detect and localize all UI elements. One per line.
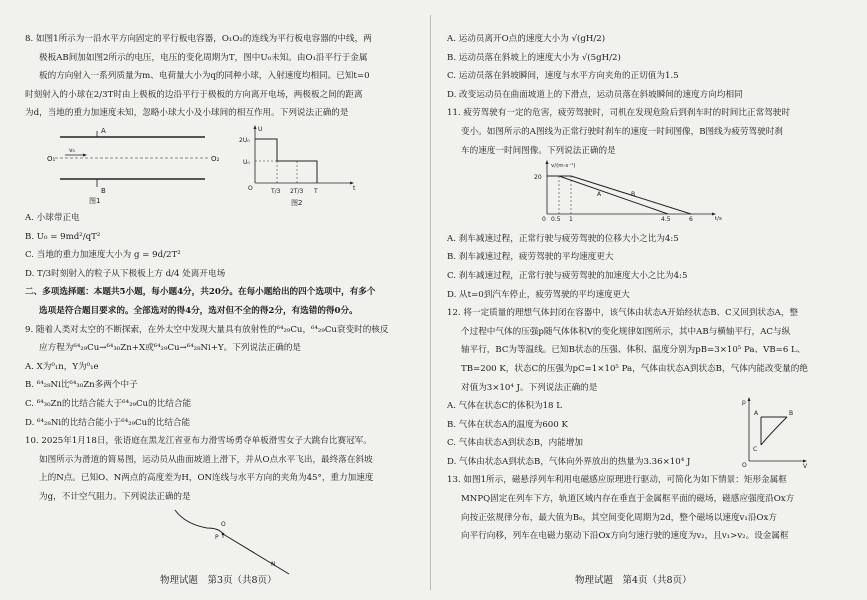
q10-option: D. 改变运动员在曲面坡道上的下滑点，运动员落在斜坡瞬间的速度方向均相同 xyxy=(447,89,743,100)
figure-2-voltage-graph xyxy=(239,125,356,207)
q12-option: B. 气体在状态A的温度为600 K xyxy=(447,419,568,430)
fig5-label-p: p xyxy=(742,399,746,407)
velocity-time-graph xyxy=(447,160,849,222)
q13-line: 13. 如图1所示，磁悬浮列车利用电磁感应原理进行驱动，可简化为如下情景：矩形金属框 xyxy=(447,475,787,486)
pv-diagram xyxy=(739,395,809,469)
q10-option: B. 运动员落在斜坡上的速度大小为 √(5gH/2) xyxy=(447,52,621,63)
q10-option: C. 运动员落在斜坡瞬间，速度与水平方向夹角的正切值为1.5 xyxy=(447,71,679,82)
fig2-label-2u0: 2U₀ xyxy=(239,136,250,144)
fig3-label-p: P xyxy=(215,534,219,542)
q10-option: A. 运动员离开O点的速度大小为 √(gH/2) xyxy=(447,34,606,44)
fig3-label-o: O xyxy=(221,521,226,529)
q11-line: 11. 疲劳驾驶有一定的危害，疲劳驾驶时，司机在发现危险后到刹车时的时间比正常驾驶时 xyxy=(447,108,790,119)
q13-line: 向平行向移，列车在电磁力驱动下沿Ox方向匀速行驶的速度为v₂，且v₁>v₂。设金属框 xyxy=(461,531,789,542)
fig4-label-v: v/(m·s⁻¹) xyxy=(551,163,576,170)
q11-figure xyxy=(447,160,849,230)
q11-option: A. 刹车减速过程，正常行驶与疲劳驾驶的位移大小之比为4:5 xyxy=(447,233,679,244)
q8-option: D. T/3时刻射入的粒子从下极板上方 d/4 处离开电场 xyxy=(25,268,226,279)
q12-option: D. 气体由状态A到状态B，气体向外界放出的热量为3.36×10⁴ J xyxy=(447,456,691,467)
q9-option: C. ⁶⁴₃₀Zn的比结合能大于⁶⁴₂₉Cu的比结合能 xyxy=(25,398,192,409)
fig4-xtick: 6 xyxy=(689,216,693,223)
fig5-label-o: O xyxy=(742,462,747,470)
q11-option: B. 刹车减速过程，疲劳驾驶的平均速度更大 xyxy=(447,252,614,263)
right-footer: 物理试题 第4页（共8页） xyxy=(575,575,692,586)
fig1-label-o2: O₂ xyxy=(211,154,220,163)
q11-option: C. 刹车减速过程，正常行驶与疲劳驾驶的加速度大小之比为4:5 xyxy=(447,270,688,281)
q8-figures-svg xyxy=(25,123,420,209)
fig2-label-o: O xyxy=(248,184,253,192)
fig2-tick: T xyxy=(314,187,318,195)
fig1-caption: 图1 xyxy=(89,196,101,205)
fig1-label-b: B xyxy=(101,186,106,195)
left-footer: 物理试题 第3页（共8页） xyxy=(160,575,277,586)
fig1-label-v0: v₀ xyxy=(69,146,75,154)
q8-figures xyxy=(25,123,420,209)
q12-line: 轴平行，BC为等温线。已知B状态的压强、体积、温度分别为pB=3×10⁵ Pa、VB=6 L、 xyxy=(461,345,806,356)
figure-1-capacitor xyxy=(47,127,220,205)
fig4-xtick: 4.5 xyxy=(661,216,671,223)
q9-option: D. ⁶⁴₂₈Ni的比结合能小于⁶⁴₂₉Cu的比结合能 xyxy=(25,417,191,428)
q9-line: 9. 随着人类对太空的不断探索，在外太空中发现大量具有放射性的⁶⁴₂₉Cu，⁶⁴₂₉Cu衰变时的核反 xyxy=(25,324,389,335)
fig2-tick: T/3 xyxy=(271,187,281,195)
q13-line: 向按正弦规律分布，最大值为B₀，其空间变化周期为2d，整个磁场以速度v₁沿Ox方 xyxy=(461,512,777,523)
q12-options-block xyxy=(447,397,849,471)
fig4-xtick: 0.5 xyxy=(551,216,561,223)
q12-line: TB=200 K，状态C的压强为pC=1×10⁵ Pa，气体由状态A到状态B，气体内能改变量的绝 xyxy=(461,363,808,374)
q10-line: 10. 2025年1月18日，张语庭在黑龙江省亚布力滑雪场勇夺单板滑雪女子大跳台比赛冠军。 xyxy=(25,436,372,447)
fig5-label-b: B xyxy=(789,410,794,418)
fig2-label-u: U xyxy=(258,125,263,133)
fig4-xtick: 0 xyxy=(542,216,546,223)
q8-line: 板的方向射入一系列质量为m、电荷量大小为q的同种小球，入射速度均相同。已知t=0 xyxy=(39,71,370,82)
fig3-label-n: N xyxy=(271,561,276,569)
q8-line: 极板AB间加如图2所示的电压，电压的变化周期为T，图中U₀未知。由O₁沿平行于金属 xyxy=(39,52,368,63)
section-2-heading: 选项是符合题目要求的。全部选对的得4分，选对但不全的得2分，有选错的得0分。 xyxy=(39,305,358,316)
q12-option: C. 气体由状态A到状态B，内能增加 xyxy=(447,438,583,449)
q13-line: MNPQ固定在列车下方，轨道区域内存在垂直于金属框平面的磁场，磁感应强度沿Ox方 xyxy=(461,494,795,505)
fig1-label-o1: O₁ xyxy=(47,154,56,163)
q8-option: C. 当地的重力加速度大小为 g = 9d/2T² xyxy=(25,250,181,261)
fig4-label-t: t/s xyxy=(715,216,722,223)
q10-line: 上的N点。已知O、N两点的高度差为H，ON连线与水平方向的夹角为45°，重力加速度 xyxy=(39,473,374,484)
fig5-label-v: V xyxy=(803,463,808,470)
q8-line: 时刻射入的小球在2/3T时由上极板的边沿平行于极板的方向离开电场，两极板之间的距离 xyxy=(25,89,363,100)
q8-option: A. 小球带正电 xyxy=(25,212,80,223)
fig2-caption: 图2 xyxy=(291,198,303,207)
fig4-ytick: 20 xyxy=(534,174,542,182)
q8-option: B. U₀ = 9md²/qT² xyxy=(25,231,101,242)
q9-line: 应方程为⁶⁴₂₉Cu→⁶⁴₃₀Zn+X或⁶⁴₂₉Cu→⁶⁴₂₈Ni+Y。下列说法正确的是 xyxy=(39,343,302,354)
q10-line: 为g，不计空气阻力。下列说法正确的是 xyxy=(39,491,191,502)
fig5-label-a: A xyxy=(754,410,759,418)
fig4-xtick: 1 xyxy=(569,216,573,223)
q12-line: 对值为3×10⁴ J。下列说法正确的是 xyxy=(461,382,598,393)
q11-line: 车的速度一时间图像。下列说法正确的是 xyxy=(461,145,616,156)
q8-line: 8. 如图1所示为一沿水平方向固定的平行板电容器，O₁O₂的连线为平行板电容器的中线，两 xyxy=(25,34,372,44)
fig1-label-a: A xyxy=(101,126,106,135)
fig2-tick: 2T/3 xyxy=(290,187,304,195)
fig2-label-t: t xyxy=(353,184,356,192)
left-page xyxy=(25,30,420,594)
right-page xyxy=(447,30,849,546)
q12-option: A. 气体在状态C的体积为18 L xyxy=(447,401,562,412)
fig5-label-c: C xyxy=(753,446,758,454)
q8-line: 为d，当地的重力加速度未知，忽略小球大小及小球间的相互作用。下列说法正确的是 xyxy=(25,108,349,119)
q10-line: 如图所示为滑道的简易图，运动员从曲面坡道上滑下，并从O点水平飞出，最终落在斜坡 xyxy=(39,454,373,465)
fig4-label-a: A xyxy=(597,191,602,199)
section-2-heading: 二、多项选择题：本题共5小题，每小题4分，共20分。在每小题给出的四个选项中，有多个 xyxy=(25,287,376,298)
q11-option: D. 从t=0到汽车停止，疲劳驾驶的平均速度更大 xyxy=(447,289,630,300)
page-divider xyxy=(430,15,431,590)
q12-line: 个过程中气体的压强p随气体体积V的变化规律如图所示，其中AB与横轴平行，AC与纵 xyxy=(461,326,791,337)
fig2-label-u0: U₀ xyxy=(243,158,250,166)
q12-line: 12. 将一定质量的理想气体封闭在容器中，该气体由状态A开始经状态B、C又回到状态A，整 xyxy=(447,308,799,319)
q9-option: A. X为⁰₁n，Y为⁰₁e xyxy=(25,361,99,372)
fig4-label-b: B xyxy=(631,191,636,199)
q9-option: B. ⁶⁴₂₈Ni比⁶⁴₃₀Zn多两个中子 xyxy=(25,380,138,391)
q11-line: 变小。如图所示的A图线为正常行驶时刹车的速度一时间图像，B图线为疲劳驾驶时刹 xyxy=(461,126,783,137)
